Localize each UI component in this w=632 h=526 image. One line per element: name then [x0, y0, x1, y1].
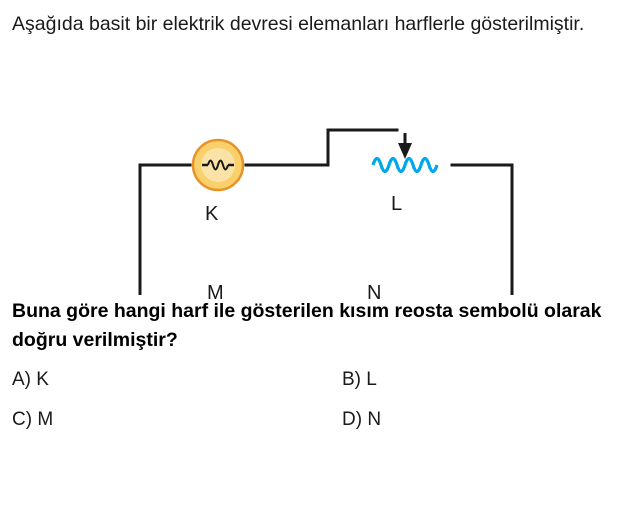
option-c[interactable]: C) M [12, 409, 54, 430]
label-rheostat-l: L [391, 193, 403, 215]
option-b[interactable]: B) L [342, 369, 377, 390]
question-text: Buna göre hangi harf ile gösterilen kısım reosta sembolü olarak doğru verilmiştir? [12, 300, 602, 351]
intro-text: Aşağıda basit bir elektrik devresi elemanları harflerle gösterilmiştir. [12, 13, 585, 35]
label-lamp-k: K [205, 203, 219, 225]
label-switch-n: N [367, 282, 382, 304]
lamp-symbol-k [193, 140, 243, 190]
circuit-diagram-svg [12, 45, 620, 295]
rheostat-symbol-l [373, 133, 437, 172]
label-battery-m: M [207, 282, 224, 304]
options-row-2 [12, 409, 572, 431]
circuit-figure [12, 45, 620, 304]
options-list [12, 369, 572, 431]
option-d[interactable]: D) N [342, 409, 382, 430]
option-a[interactable]: A) K [12, 369, 49, 390]
options-row-1 [12, 369, 572, 391]
